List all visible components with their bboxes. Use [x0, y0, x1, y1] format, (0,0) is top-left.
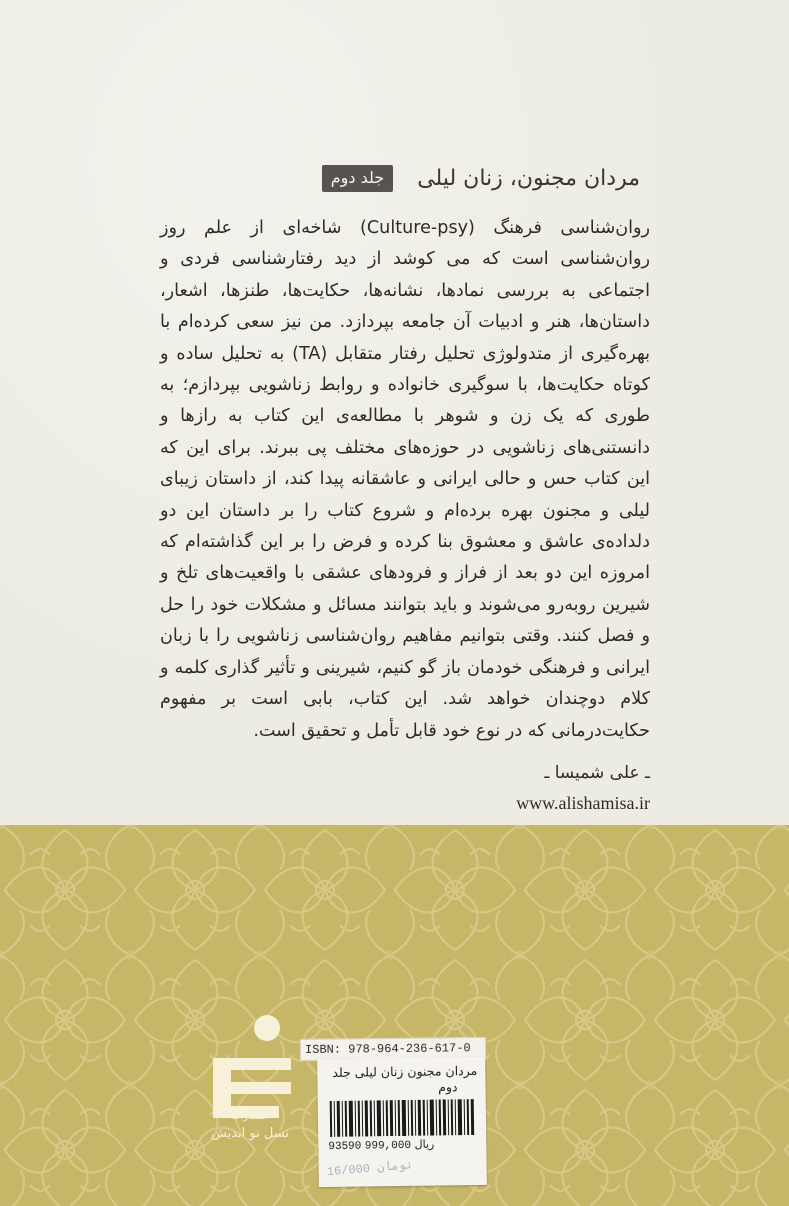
sticker-volume: دوم [438, 1079, 458, 1095]
handwritten-price: 16/000 تومان [326, 1158, 414, 1180]
volume-badge: جلد دوم [322, 165, 393, 192]
author-website: www.alishamisa.ir [516, 793, 650, 813]
sticker-price: 999,000 [364, 1139, 412, 1153]
publisher-label: انتشارات [231, 1111, 269, 1122]
sticker-price-prefix: ریال [414, 1137, 435, 1151]
book-title: مردان مجنون، زنان لیلی [417, 165, 640, 191]
sticker-code: 93590 [328, 1140, 362, 1154]
barcode-icon [328, 1099, 478, 1137]
publisher-name: نسل نو اندیش [211, 1126, 289, 1141]
price-sticker [317, 1057, 487, 1187]
isbn-label: ISBN: 978-964-236-617-0 [300, 1037, 486, 1061]
blurb-text [160, 213, 650, 747]
sticker-title: مردان مجنون زنان لیلی جلد [332, 1062, 478, 1080]
blurb-paragraph: روان‌شناسی فرهنگ (Culture-psy) شاخه‌ای از علم روز روان‌شناسی است که می کوشد از دید رفتار‌شناسی فردی و اجتماعی به بررسی نمادها، نشانه‌ها، حکایت‌ها، طنزها، اشعار، داستان‌ها، هنر و ادبیات آن جامعه بپردازد. من نیز سعی کرده‌ام با بهره‌گیری از متدولوژی تحلیل رفتار متقابل (TA) به تحلیل ساده و کوتاه حکایت‌ها، با سوگیری خانواده و روابط زناشویی بپردازم؛ به طوری که یک زن و شوهر با مطالعه‌ی این کتاب به رازها و دانستنی‌های زناشویی در حوزه‌های مختلف پی ببرند. برای این که این کتاب حس و حالی ایرانی و عاشقانه پیدا کند، از داستان زیبای لیلی و مجنون بهره برده‌ام و شروع کتاب را بر داستان این دو دلداده‌ی عاشق و معشوق بنا کرده و فرض را بر این گذاشته‌ام که امروزه این دو بعد از فراز و فرودهای عشقی با واقعیت‌های تلخ و شیرین روبه‌رو می‌شوند و باید بتوانند مسائل و مشکلات خود را حل و فصل کنند. وقتی بتوانیم مفاهیم روان‌شناسی زناشویی را با زبان ایرانی و فرهنگی خودمان باز گو کنیم، شیرینی و تأثیر گذاری کلمه و کلام دوچندان خواهد شد. این کتاب، بابی است بر مفهوم حکایت‌درمانی که در نوع خود قابل تأمل و تحقیق است. [160, 218, 650, 741]
sticker-price-line [328, 1137, 478, 1153]
title-row [330, 158, 650, 198]
author-signature: ـ علی شمیسا ـ [544, 763, 650, 783]
